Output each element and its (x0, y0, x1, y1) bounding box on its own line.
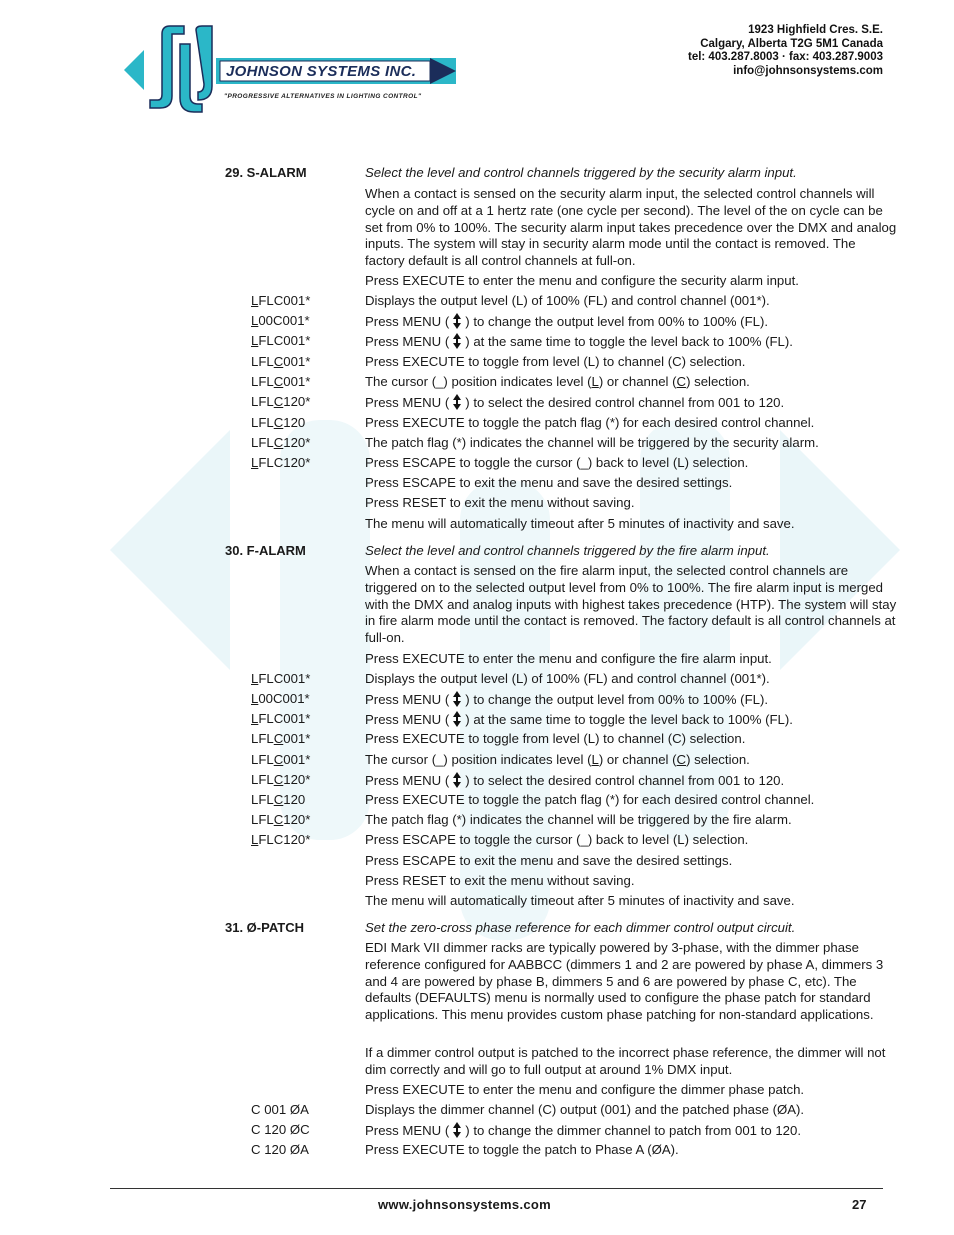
closing-text: Press RESET to exit the menu without saving. (365, 873, 635, 888)
code-prefix: LFL (251, 394, 274, 409)
code-cursor-char: L (251, 832, 259, 847)
display-code (251, 691, 310, 708)
code-cursor-char: C (273, 731, 284, 746)
up-down-arrow-icon (451, 691, 463, 707)
code-suffix: 00C001* (258, 691, 310, 706)
code-suffix: 001* (283, 752, 311, 767)
step-text: Press EXECUTE to toggle the patch flag (*) for each desired control channel. (365, 792, 815, 807)
step-text-after-icon: ) to select the desired control channel from 001 to 120. (465, 395, 785, 410)
code-cursor-char: C (273, 792, 284, 807)
section-title: 31. Ø-PATCH (225, 920, 304, 935)
step-text: Press MENU ( (365, 773, 450, 788)
step-text: Press EXECUTE to toggle the patch flag (*) for each desired control channel. (365, 415, 815, 430)
cursor-text-part: C (676, 752, 687, 767)
display-code (251, 772, 310, 789)
step-text: Press MENU ( (365, 1123, 450, 1138)
code-suffix: 00C001* (258, 313, 310, 328)
code-cursor-char: L (251, 333, 259, 348)
step-text: The patch flag (*) indicates the channel will be triggered by the fire alarm. (365, 812, 792, 827)
up-down-arrow-icon (451, 313, 463, 329)
closing-text: Press RESET to exit the menu without saving. (365, 495, 635, 510)
display-code (251, 671, 310, 688)
step-text-after-icon: ) to change the output level from 00% to 100% (FL). (465, 692, 769, 707)
code-suffix: 001* (283, 374, 311, 389)
step-description (365, 691, 897, 709)
cursor-text-part: ) selection. (686, 374, 750, 389)
code-suffix: 001* (283, 354, 311, 369)
section-title: 30. F-ALARM (225, 543, 306, 558)
display-code (251, 333, 310, 350)
up-down-arrow-icon (451, 772, 463, 788)
code-prefix: LFL (251, 812, 274, 827)
step-description (365, 832, 897, 849)
step-text-after-icon: ) to change the output level from 00% to 100% (FL). (465, 314, 769, 329)
cursor-text-part: ) or channel ( (598, 374, 677, 389)
section-paragraph: When a contact is sensed on the security alarm input, the selected control channels will cycle on and off at a 1 hertz rate (one cycle per second). The level of the on cycle can be set from 0% to 100%. The security alarm input takes precedence over the DMX and analog inputs. The system will stay in security alarm mode until the contact is removed. The factory default is all control channels at full-on. (365, 186, 897, 269)
code-suffix: FLC120* (258, 455, 311, 470)
step-description (365, 1122, 897, 1140)
section-paragraph: When a contact is sensed on the fire alarm input, the selected control channels are triggered on to the selected output level from 0% to 100%. The fire alarm input is merged with the DMX and analog inputs with highest takes precedence (HTP). The system will stay in fire alarm mode until the contact is removed. The factory default is all control channels at full-on. (365, 563, 897, 646)
display-code (251, 374, 310, 391)
step-description (365, 812, 897, 829)
section-intro: Select the level and control channels triggered by the security alarm input. (365, 165, 797, 180)
code-prefix: LFL (251, 415, 274, 430)
code-suffix: FLC001* (258, 711, 311, 726)
closing-text: The menu will automatically timeout after 5 minutes of inactivity and save. (365, 516, 795, 531)
display-code (251, 812, 310, 829)
code-prefix: C 001 ØA (251, 1102, 309, 1117)
display-code (251, 711, 310, 728)
display-code (251, 752, 310, 769)
step-text: Press MENU ( (365, 314, 450, 329)
code-suffix: FLC120* (258, 832, 311, 847)
step-text: Displays the output level (L) of 100% (FL) and control channel (001*). (365, 671, 770, 686)
cursor-text-part: ) or channel ( (598, 752, 677, 767)
step-text: Press ESCAPE to toggle the cursor (_) back to level (L) selection. (365, 832, 749, 847)
code-prefix: LFL (251, 354, 274, 369)
step-text-after-icon: ) at the same time to toggle the level back to 100% (FL). (465, 334, 793, 349)
address-line: 1923 Highfield Cres. S.E. (748, 24, 883, 36)
step-description (365, 1102, 897, 1119)
code-cursor-char: L (251, 691, 259, 706)
step-description (365, 671, 897, 688)
section-title: 29. S-ALARM (225, 165, 307, 180)
step-text: Press MENU ( (365, 395, 450, 410)
display-code (251, 792, 305, 809)
code-suffix: 120* (283, 435, 311, 450)
step-description (365, 333, 897, 351)
step-text-after-icon: ) to change the dimmer channel to patch from 001 to 120. (465, 1123, 802, 1138)
step-description (365, 293, 897, 310)
section-intro: Set the zero-cross phase reference for each dimmer control output circuit. (365, 920, 796, 935)
code-suffix: FLC001* (258, 333, 311, 348)
footer-website[interactable]: www.johnsonsystems.com (378, 1197, 551, 1212)
step-text-after-icon: ) at the same time to toggle the level back to 100% (FL). (465, 712, 793, 727)
code-cursor-char: C (273, 415, 284, 430)
display-code (251, 394, 310, 411)
code-cursor-char: L (251, 711, 259, 726)
step-text: Press MENU ( (365, 334, 450, 349)
step-description (365, 752, 897, 769)
display-code (251, 1142, 309, 1159)
code-prefix: C 120 ØC (251, 1122, 310, 1137)
code-prefix: LFL (251, 772, 274, 787)
display-code (251, 293, 310, 310)
code-cursor-char: L (251, 671, 259, 686)
step-text: Displays the dimmer channel (C) output (001) and the patched phase (ØA). (365, 1102, 805, 1117)
code-suffix: 120* (283, 394, 311, 409)
code-suffix: 120 (283, 792, 306, 807)
step-text: Press MENU ( (365, 692, 450, 707)
tagline: "PROGRESSIVE ALTERNATIVES IN LIGHTING CONTROL" (224, 93, 422, 100)
up-down-arrow-icon (451, 394, 463, 410)
display-code (251, 354, 310, 371)
code-prefix: C 120 ØA (251, 1142, 309, 1157)
closing-text: Press ESCAPE to exit the menu and save the desired settings. (365, 853, 733, 868)
closing-text: Press ESCAPE to exit the menu and save the desired settings. (365, 475, 733, 490)
display-code (251, 435, 310, 452)
code-cursor-char: C (273, 812, 284, 827)
step-text: Press MENU ( (365, 712, 450, 727)
step-text: Press EXECUTE to toggle the patch to Phase A (ØA). (365, 1142, 679, 1157)
code-cursor-char: C (273, 354, 284, 369)
code-prefix: LFL (251, 792, 274, 807)
company-address (688, 24, 883, 78)
section-paragraph: EDI Mark VII dimmer racks are typically powered by 3-phase, with the dimmer phase reference configured for AABBCC (dimmers 1 and 2 are powered by phase A, dimmers 3 and 4 are powered by phase B, dimmers 5 and 6 are powered by phase C, etc). The defaults (DEFAULTS) menu is normally used to configure the phase patch for standard applications. This menu provides custom phase patching for non-standard applications. (365, 940, 884, 1023)
cursor-text-part: L (591, 752, 599, 767)
step-description (365, 394, 897, 412)
code-cursor-char: L (251, 293, 259, 308)
section-paragraph: Press EXECUTE to enter the menu and configure the security alarm input. (365, 273, 799, 288)
code-cursor-char: C (273, 752, 284, 767)
code-prefix: LFL (251, 435, 274, 450)
code-suffix: 001* (283, 731, 311, 746)
step-text: Press ESCAPE to toggle the cursor (_) back to level (L) selection. (365, 455, 749, 470)
section-paragraph: Press EXECUTE to enter the menu and configure the dimmer phase patch. (365, 1082, 805, 1097)
step-description (365, 313, 897, 331)
code-cursor-char: L (251, 455, 259, 470)
step-text: Displays the output level (L) of 100% (FL) and control channel (001*). (365, 293, 770, 308)
code-suffix: FLC001* (258, 293, 311, 308)
step-text: Press EXECUTE to toggle from level (L) to channel (C) selection. (365, 731, 746, 746)
cursor-text-part: C (676, 374, 687, 389)
step-description (365, 731, 897, 748)
step-description (365, 435, 897, 452)
page-number: 27 (852, 1197, 867, 1212)
section-paragraph: Press EXECUTE to enter the menu and configure the fire alarm input. (365, 651, 772, 666)
email-address: info@johnsonsystems.com (733, 64, 883, 77)
cursor-text-part: The cursor (_) position indicates level ( (365, 752, 592, 767)
code-cursor-char: L (251, 313, 259, 328)
display-code (251, 313, 310, 330)
address-line: tel: 403.287.8003 · fax: 403.287.9003 (687, 51, 883, 63)
display-code (251, 1102, 309, 1119)
step-description (365, 354, 897, 371)
step-description (365, 1142, 897, 1159)
display-code (251, 415, 305, 432)
closing-text: The menu will automatically timeout after 5 minutes of inactivity and save. (365, 893, 795, 908)
code-cursor-char: C (273, 435, 284, 450)
up-down-arrow-icon (451, 333, 463, 349)
code-cursor-char: C (273, 394, 284, 409)
up-down-arrow-icon (451, 711, 463, 727)
display-code (251, 832, 310, 849)
step-description (365, 455, 897, 472)
step-description (365, 374, 897, 391)
step-description (365, 792, 897, 809)
code-suffix: 120 (283, 415, 306, 430)
code-suffix: 120* (283, 772, 311, 787)
up-down-arrow-icon (451, 1122, 463, 1138)
display-code (251, 455, 310, 472)
address-line: Calgary, Alberta T2G 5M1 Canada (700, 37, 883, 50)
code-cursor-char: C (273, 374, 284, 389)
step-text: The patch flag (*) indicates the channel will be triggered by the security alarm. (365, 435, 819, 450)
step-description (365, 711, 897, 729)
code-prefix: LFL (251, 731, 274, 746)
footer-divider (110, 1188, 883, 1189)
brand-name: JOHNSON SYSTEMS INC. (226, 63, 417, 80)
code-suffix: FLC001* (258, 671, 311, 686)
cursor-text-part: ) selection. (686, 752, 750, 767)
step-text-after-icon: ) to select the desired control channel from 001 to 120. (465, 773, 785, 788)
display-code (251, 1122, 310, 1139)
display-code (251, 731, 310, 748)
code-cursor-char: C (273, 772, 284, 787)
cursor-text-part: L (591, 374, 599, 389)
step-description (365, 772, 897, 790)
step-description (365, 415, 897, 432)
cursor-text-part: The cursor (_) position indicates level ( (365, 374, 592, 389)
code-prefix: LFL (251, 752, 274, 767)
section-intro: Select the level and control channels triggered by the fire alarm input. (365, 543, 770, 558)
code-suffix: 120* (283, 812, 311, 827)
code-prefix: LFL (251, 374, 274, 389)
step-text: Press EXECUTE to toggle from level (L) to channel (C) selection. (365, 354, 746, 369)
section-paragraph: If a dimmer control output is patched to the incorrect phase reference, the dimmer will not dim correctly and will go to full output at around 1% DMX input. (365, 1045, 886, 1077)
